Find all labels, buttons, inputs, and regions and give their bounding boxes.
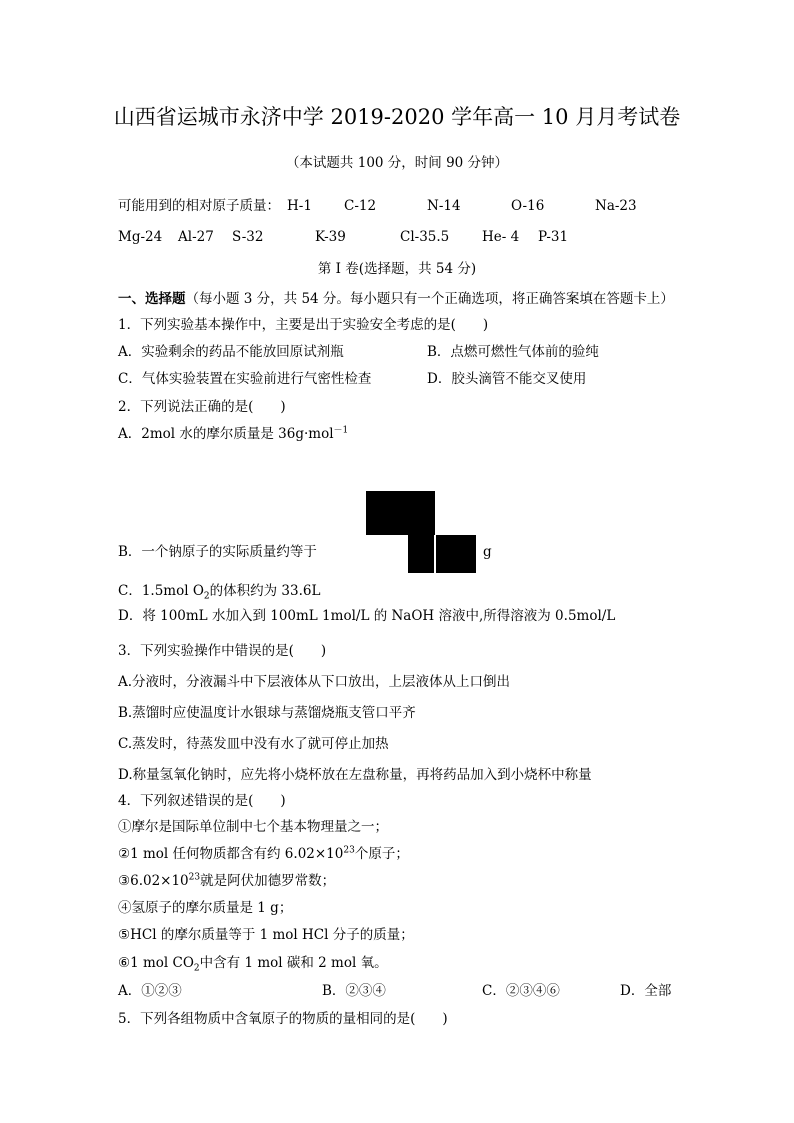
q2-stem: 2．下列说法正确的是( ) [118,399,286,415]
mass-k: K-39 [315,229,346,245]
q4-s3-post: 就是阿伏加德罗常数； [200,873,336,889]
q4-option-b: B．②③④ [322,983,386,999]
q4-option-a: A．①②③ [118,983,182,999]
q4-statement-5: ⑤HCl 的摩尔质量等于 1 mol HCl 分子的质量； [118,927,414,943]
q3-option-b: B.蒸馏时应使温度计水银球与蒸馏烧瓶支管口平齐 [118,705,416,721]
mass-n: N-14 [427,198,461,214]
exam-title: 山西省运城市永济中学 2019-2020 学年高一 10 月月考试卷 [113,105,681,129]
q3-option-c: C.蒸发时，待蒸发皿中没有水了就可停止加热 [118,736,389,752]
section-heading: 一、选择题 [118,291,186,307]
q4-stem: 4．下列叙述错误的是( ) [118,793,286,809]
mass-he: He- 4 [482,229,520,245]
q2-option-a [118,425,348,443]
q4-statement-2 [118,845,409,863]
mass-al: Al-27 [178,229,214,245]
exam-subtitle: （本试题共 100 分，时间 90 分钟） [285,155,509,171]
q2-option-b: B．一个钠原子的实际质量约等于 [118,544,317,560]
mass-p: P-31 [538,229,569,245]
q2-a-sup: －1 [333,425,349,436]
q4-s6-sub: 2 [193,963,200,974]
part-1-heading: 第 I 卷(选择题，共 54 分) [317,261,477,277]
q4-option-c: C．②③④⑥ [482,983,560,999]
q2-b-unit: g [483,544,492,560]
q4-s2-post: 个原子； [354,846,409,862]
redacted-formula-block-top [366,491,435,535]
mass-s: S-32 [232,229,264,245]
q1-stem: 1．下列实验基本操作中，主要是出于实验安全考虑的是( ) [118,317,489,333]
q4-option-d: D．全部 [620,983,672,999]
q2-option-c [118,582,320,600]
q4-s3-pre: ③6.02×10 [118,873,189,889]
q2-a-text: A．2mol 水的摩尔质量是 36g·mol [118,426,334,442]
q3-stem: 3．下列实验操作中错误的是( ) [118,643,327,659]
mass-h: H-1 [287,198,312,214]
q4-statement-4: ④氢原子的摩尔质量是 1 g； [118,900,293,916]
mass-o: O-16 [511,198,545,214]
q1-option-a: A．实验剩余的药品不能放回原试剂瓶 [118,344,344,360]
q1-option-d: D．胶头滴管不能交叉使用 [427,371,587,387]
q1-option-b: B．点燃可燃性气体前的验纯 [427,344,599,360]
q3-option-d: D.称量氢氧化钠时，应先将小烧杯放在左盘称量，再将药品加入到小烧杯中称量 [118,767,592,783]
q3-option-a: A.分液时，分液漏斗中下层液体从下口放出，上层液体从上口倒出 [118,674,511,690]
mass-na: Na-23 [595,198,637,214]
q4-statement-6 [118,954,388,972]
q1-option-c: C．气体实验装置在实验前进行气密性检查 [118,371,372,387]
section-heading-line [118,290,674,308]
q4-s6-pre: ⑥1 mol CO [118,955,194,971]
q2-c-sub: 2 [203,591,210,602]
q2-c-pre: C．1.5mol O [118,583,204,599]
section-instruction: （每小题 3 分，共 54 分。每小题只有一个正确选项，将正确答案填在答题卡上） [185,291,674,307]
q4-s6-post: 中含有 1 mol 碳和 2 mol 氧。 [199,955,388,971]
q4-statement-3 [118,872,335,890]
q4-statement-1: ①摩尔是国际单位制中七个基本物理量之一； [118,819,388,835]
mass-cl: Cl-35.5 [400,229,450,245]
q2-c-post: 的体积约为 33.6L [209,583,321,599]
mass-mg: Mg-24 [118,229,163,245]
q5-stem: 5．下列各组物质中含氧原子的物质的量相同的是( ) [118,1011,448,1027]
redacted-formula-block-right [436,535,476,573]
masses-label: 可能用到的相对原子质量： [118,198,280,214]
q4-s2-pre: ②1 mol 任何物质都含有约 6.02×10 [118,846,344,862]
q2-option-d: D．将 100mL 水加入到 100mL 1mol/L 的 NaOH 溶液中,所得溶液为 0.5mol/L [118,608,616,624]
q4-s3-sup: 23 [188,872,201,883]
q4-s2-sup: 23 [343,845,355,856]
redacted-formula-block-left [408,535,434,573]
atomic-masses-row-1 [118,197,280,215]
mass-c: C-12 [344,198,377,214]
